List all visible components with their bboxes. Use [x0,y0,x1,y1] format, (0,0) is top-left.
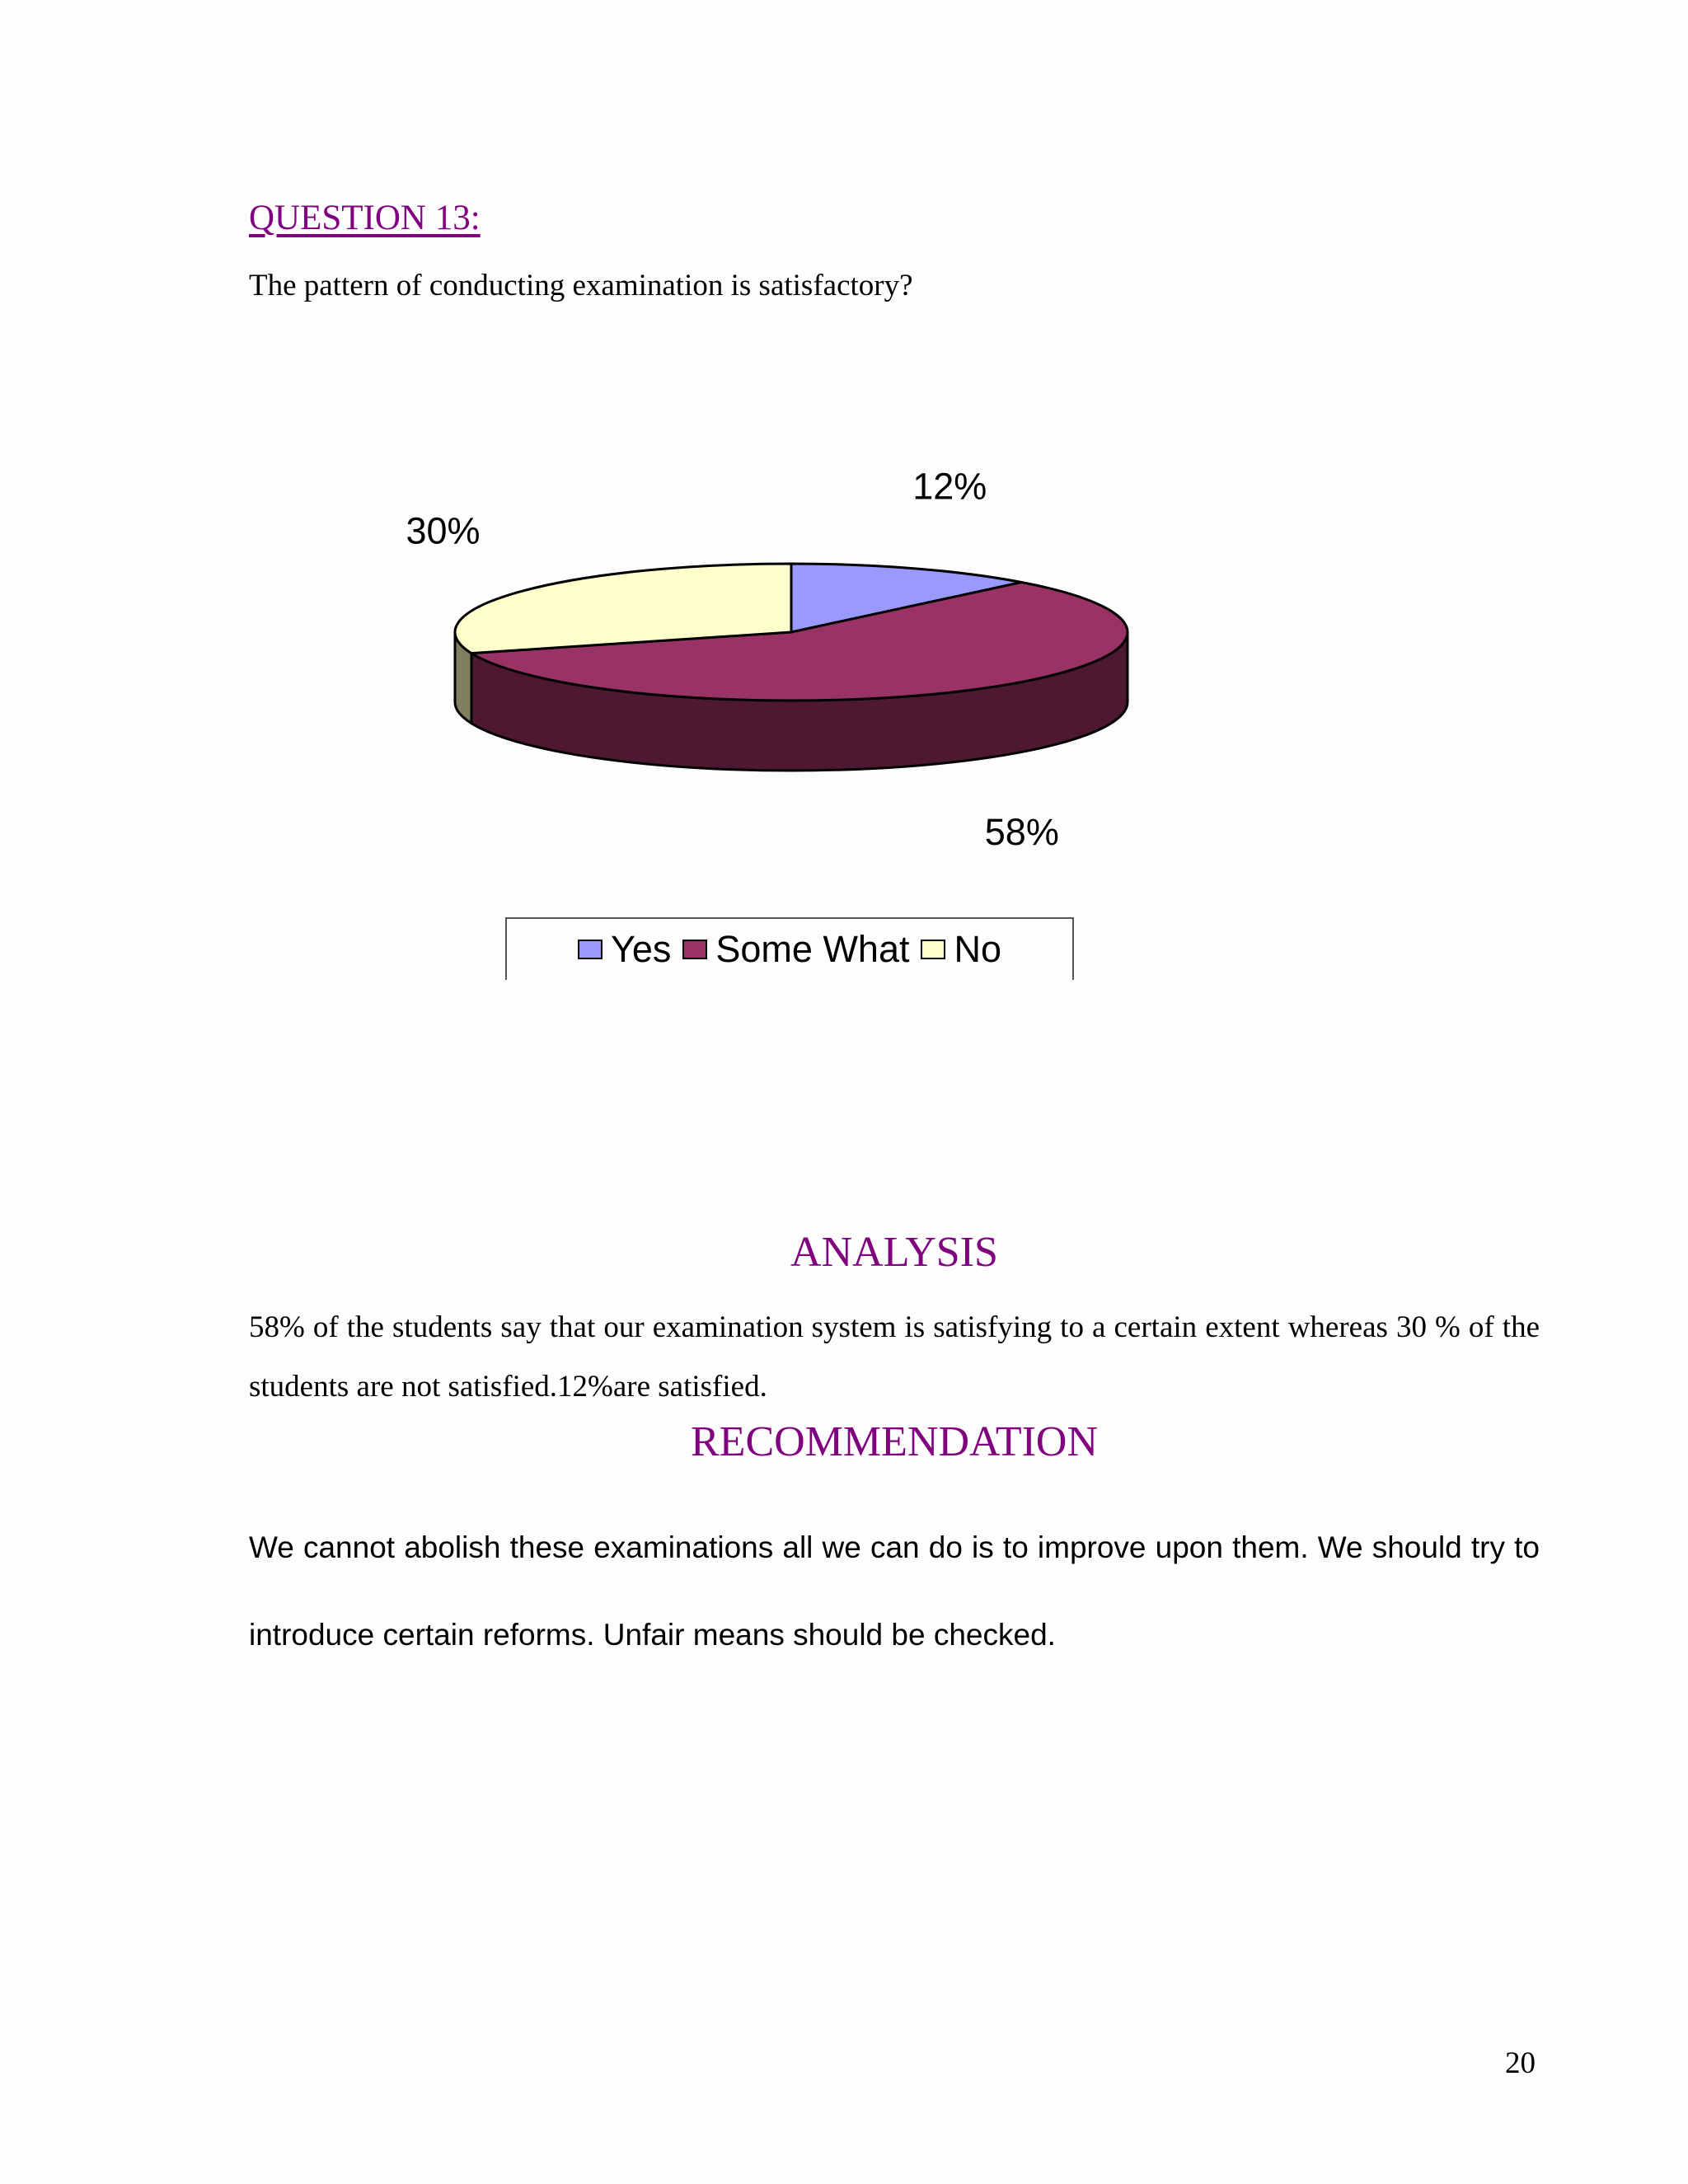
pie-chart [0,0,1688,1022]
legend-swatch-some-what [682,940,707,959]
legend-item-some-what [682,928,909,971]
legend-item-yes [578,928,671,971]
legend-swatch-no [921,940,945,959]
recommendation-heading: RECOMMENDATION [691,1418,1098,1465]
chart-legend [505,917,1074,980]
legend-label-no: No [954,928,1002,970]
legend-label-yes: Yes [610,928,672,970]
recommendation-text: We cannot abolish these examinations all we can do is to improve upon them. We should try to introduce certain reforms. Unfair means should be checked. [249,1530,1540,1652]
pie-label-yes: 12% [912,465,987,508]
question-text: The pattern of conducting examination is satisfactory? [249,269,913,302]
legend-item-no [921,928,1001,971]
page-number: 20 [1505,2046,1536,2080]
legend-label-some-what: Some What [715,928,910,970]
analysis-text: 58% of the students say that our examination system is satisfying to a certain extent whereas 30 % of the students are not satisfied.12%are satisfied. [249,1310,1540,1404]
question-heading: QUESTION 13: [249,199,481,237]
pie-label-no: 30% [406,509,481,552]
analysis-heading: ANALYSIS [790,1229,998,1276]
pie-label-some-what: 58% [984,811,1059,854]
legend-swatch-yes [578,940,603,959]
pie-group [455,564,1128,771]
